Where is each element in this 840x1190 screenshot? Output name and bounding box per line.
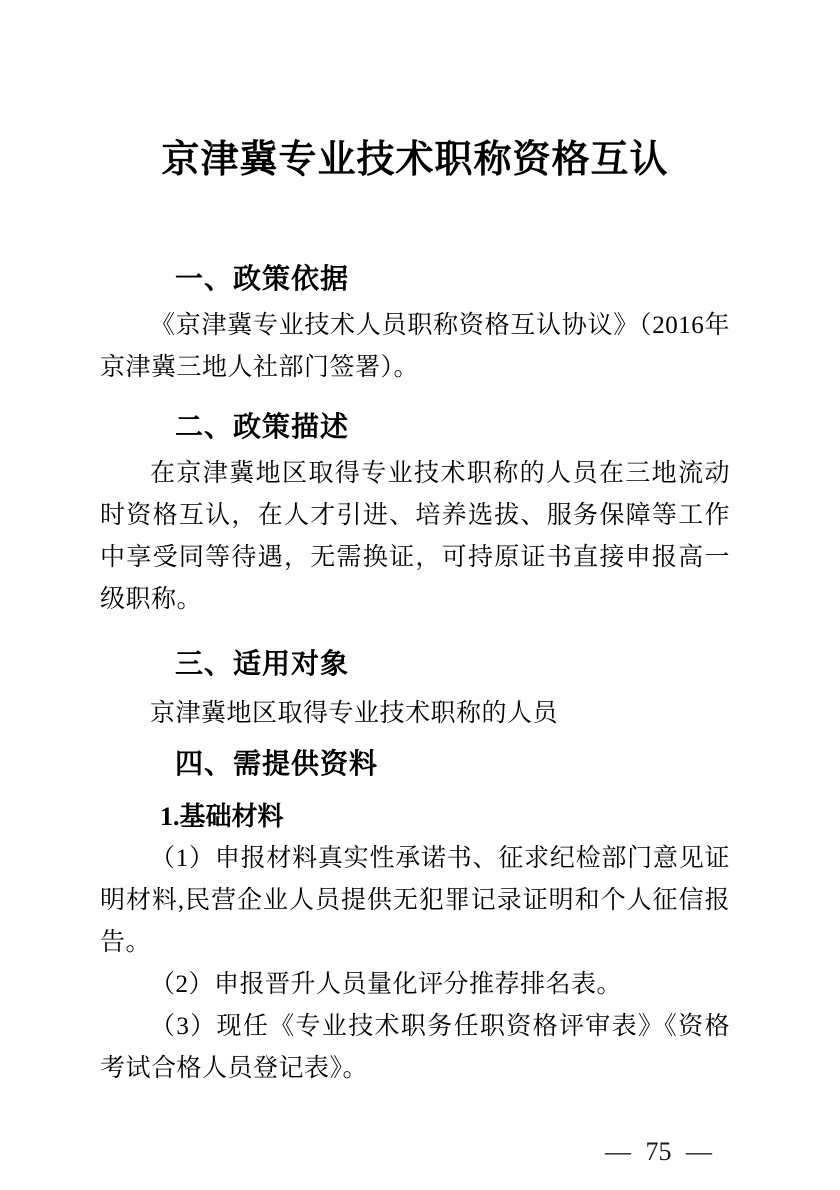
section-heading-required-materials: 四、需提供资料 [175,748,379,779]
section-heading-policy-description: 二、政策描述 [175,411,350,442]
paragraph-applicable-targets: 京津冀地区取得专业技术职称的人员 [150,700,559,727]
material-item-1: （1）申报材料真实性承诺书、征求纪检部门意见证明材料,民营企业人员提供无犯罪记录证明和个人征信报告。 [100,845,730,956]
material-item-3: （3）现任《专业技术职务任职资格评审表》《资格考试合格人员登记表》。 [100,1013,730,1082]
section-heading-policy-basis: 一、政策依据 [175,263,350,294]
paragraph-policy-description: 在京津冀地区取得专业技术职称的人员在三地流动时资格互认，在人才引进、培养选拔、服务保障等工作中享受同等待遇，无需换证，可持原证书直接申报高一级职称。 [100,460,730,613]
paragraph-policy-basis: 《京津冀专业技术人员职称资格互认协议》（2016年京津冀三地人社部门签署）。 [100,312,730,381]
section-heading-applicable-targets: 三、适用对象 [175,648,350,679]
subsection-heading-basic-materials: 1.基础材料 [160,802,284,831]
page-number: — 75 — [605,1137,712,1166]
material-item-2: （2）申报晋升人员量化评分推荐排名表。 [150,971,623,998]
page-title: 京津冀专业技术职称资格互认 [161,139,669,181]
